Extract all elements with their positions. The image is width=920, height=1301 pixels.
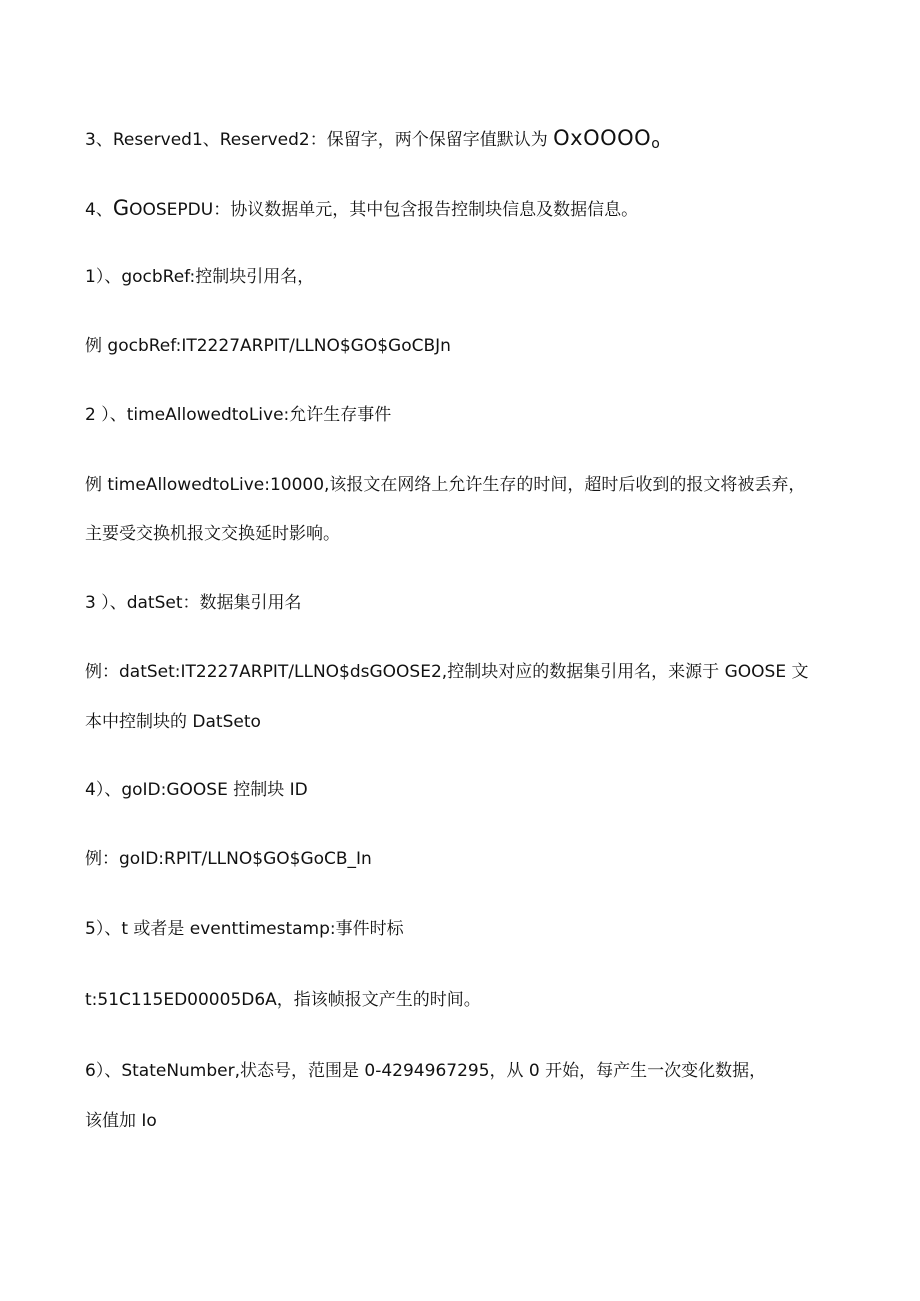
paragraph-statenumber-continued: 该值加 Io [85, 1111, 157, 1131]
paragraph-goid-heading: 4）、goID:GOOSE 控制块 ID [85, 780, 308, 800]
paragraph-gocbref-example: 例 gocbRef:IT2227ARPIT/LLNO$GO$GoCBJn [85, 336, 451, 356]
paragraph-gocbref-heading: 1）、gocbRef:控制块引用名， [85, 267, 315, 287]
paragraph-datset-example: 例：datSet:IT2227ARPIT/LLNO$dsGOOSE2,控制块对应的数据集引用名，来源于 GOOSE 文 [85, 662, 809, 682]
paragraph-statenumber-heading: 6）、StateNumber,状态号，范围是 0-4294967295，从 0 开始，每产生一次变化数据， [85, 1061, 767, 1081]
paragraph-goid-example: 例：goID:RPIT/LLNO$GO$GoCB_In [85, 849, 372, 869]
goosepdu-number: 4、 [85, 200, 113, 220]
paragraph-timeallowed-example: 例 timeAllowedtoLive:10000,该报文在网络上允许生存的时间，超时后收到的报文将被丢弃， [85, 475, 806, 495]
reserved-suffix: o [651, 136, 660, 152]
paragraph-goosepdu [85, 196, 638, 222]
goosepdu-initial: G [112, 196, 130, 220]
goosepdu-text: OOSEPDU：协议数据单元，其中包含报告控制块信息及数据信息。 [129, 200, 639, 220]
paragraph-timestamp-heading: 5）、t 或者是 eventtimestamp:事件时标 [85, 919, 404, 939]
reserved-default-value: OxOOOO [553, 126, 652, 150]
reserved-text: 3、Reserved1、Reserved2：保留字，两个保留字值默认为 [85, 130, 554, 150]
paragraph-timeallowed-continued: 主要受交换机报文交换延时影响。 [85, 524, 340, 544]
paragraph-timestamp-example: t:51C115ED00005D6A，指该帧报文产生的时间。 [85, 990, 481, 1010]
paragraph-reserved [85, 126, 660, 156]
paragraph-datset-heading: 3 ）、datSet：数据集引用名 [85, 593, 302, 613]
paragraph-timeallowed-heading: 2 ）、timeAllowedtoLive:允许生存事件 [85, 405, 392, 425]
paragraph-datset-continued: 本中控制块的 DatSeto [85, 712, 261, 732]
